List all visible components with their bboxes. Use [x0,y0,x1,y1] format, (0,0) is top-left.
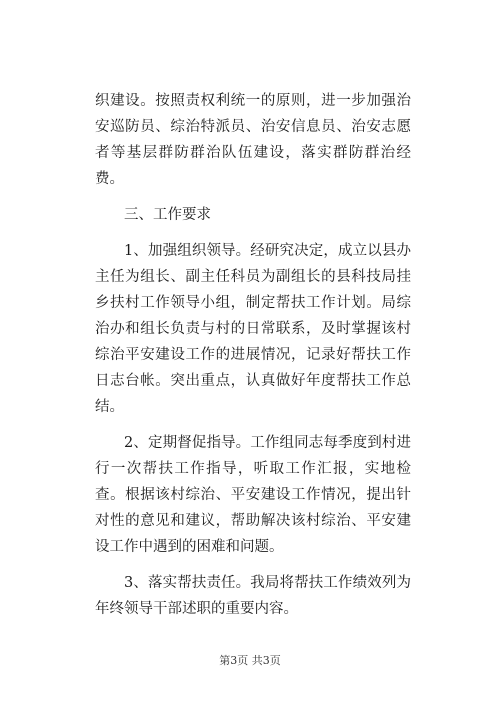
page-footer: 第3页 共3页 [219,654,281,667]
document-body [95,88,411,632]
requirement-paragraph-3: 3、落实帮扶责任。我局将帮扶工作绩效列为年终领导干部述职的重要内容。 [95,575,411,617]
requirement-paragraph-1: 1、加强组织领导。经研究决定，成立以县办主任为组长、副主任科员为副组长的县科技局挂乡扶村工作领导小组，制定帮扶工作计划。局综治办和组长负责与村的日常联系，及时掌握该村综治平安建设工作的进展情况，记录好帮扶工作日志台帐。突出重点，认真做好年度帮扶工作总结。 [95,243,411,415]
continuation-paragraph: 织建设。按照责权利统一的原则，进一步加强治安巡防员、综治特派员、治安信息员、治安志愿者等基层群防群治队伍建设，落实群防群治经费。 [95,93,411,187]
requirement-paragraph-2: 2、定期督促指导。工作组同志每季度到村进行一次帮扶工作指导，听取工作汇报，实地检查。根据该村综治、平安建设工作情况，提出针对性的意见和建议，帮助解决该村综治、平安建设工作中遇到的困难和问题。 [95,435,411,555]
section-heading-work-requirements: 三、工作要求 [124,207,211,223]
